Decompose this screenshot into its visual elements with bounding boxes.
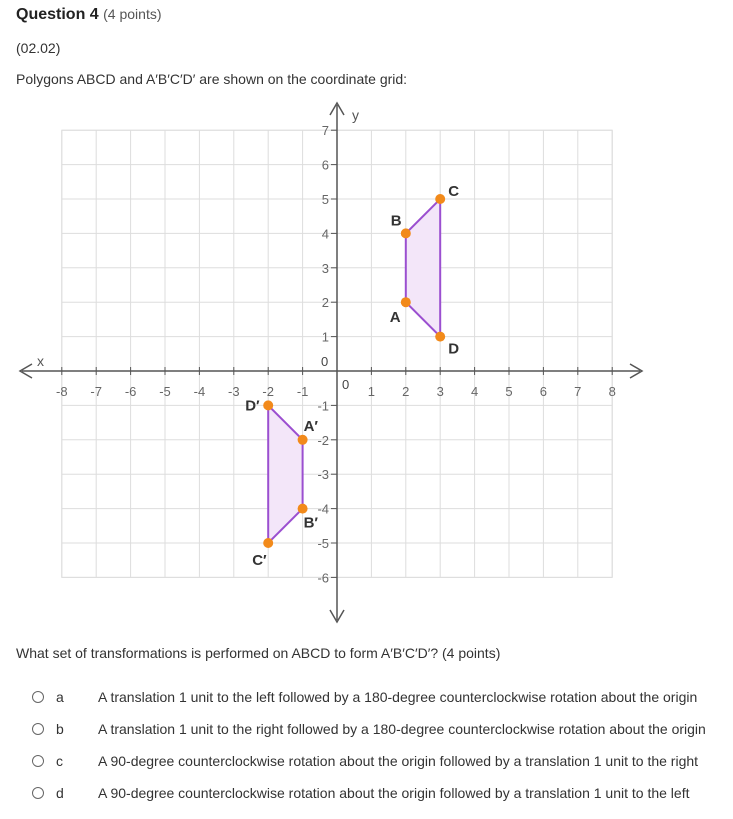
vertex-label: A [389,309,401,327]
option-b-letter: b [56,721,64,737]
vertex-label: C′ [252,552,267,569]
question-code: (02.02) [16,40,61,56]
y-tick-label: 3 [321,260,329,276]
coordinate-grid [0,95,733,625]
vertex-point [401,228,411,238]
option-c[interactable] [32,749,732,773]
x-tick-label: -3 [228,384,240,399]
x-tick-label: 3 [436,384,444,399]
y-tick-label: -3 [317,467,329,483]
question-ask: What set of transformations is performed on ABCD to form A′B′C′D′? (4 points) [16,645,501,661]
vertex-label: D [448,340,460,358]
option-b-text: A translation 1 unit to the right followed by a 180-degree counterclockwise rotation about the origin [98,721,706,737]
vertex-point [401,297,411,307]
x-tick-label: 2 [402,384,410,399]
x-tick-label: 1 [367,384,376,399]
vertex-point [298,504,308,514]
question-header [16,6,162,24]
x-axis-label: x [37,353,44,369]
x-tick-label: -8 [56,384,68,399]
radio-b[interactable] [32,723,44,735]
x-tick-label: -4 [193,384,206,399]
vertex-point [435,194,445,204]
vertex-point [298,435,308,445]
y-tick-label: 7 [321,123,329,139]
radio-a[interactable] [32,691,44,703]
y-tick-label: 2 [321,295,329,311]
radio-d[interactable] [32,787,44,799]
origin-label-left: 0 [321,354,329,369]
y-tick-label: -1 [317,398,329,414]
x-tick-label: 7 [574,384,582,399]
vertex-label: D′ [245,397,260,415]
y-tick-label: 6 [321,157,329,173]
x-tick-label: 6 [539,384,548,399]
question-title: Question 4 [16,6,99,23]
vertex-label: C [448,183,460,200]
y-tick-label: 1 [321,329,329,345]
option-d-text: A 90-degree counterclockwise rotation about the origin followed by a translation 1 unit to the left [98,785,690,801]
y-tick-label: 5 [321,192,329,207]
radio-c[interactable] [32,755,44,767]
y-tick-label: -4 [317,501,329,517]
option-a-text: A translation 1 unit to the left followed by a 180-degree counterclockwise rotation about the origin [98,689,698,705]
y-axis-label: y [352,107,359,123]
vertex-label: A′ [303,417,319,435]
y-tick-label: -5 [317,536,329,551]
vertex-point [263,538,273,548]
option-d-letter: d [56,785,64,801]
option-b[interactable] [32,717,732,741]
y-tick-label: -6 [317,570,329,586]
x-tick-label: -7 [90,384,102,399]
x-tick-label: -6 [124,384,137,399]
y-tick-label: 4 [321,226,329,242]
vertex-label: B′ [303,514,319,532]
option-a[interactable] [32,685,732,709]
option-c-text: A 90-degree counterclockwise rotation about the origin followed by a translation 1 unit to the right [98,753,699,769]
origin-label-bottom: 0 [342,377,350,392]
question-prompt: Polygons ABCD and A′B′C′D′ are shown on the coordinate grid: [16,71,408,87]
x-tick-label: -5 [159,384,171,399]
vertex-point [435,332,445,342]
question-points: (4 points) [103,6,162,22]
vertex-label: B [390,212,402,230]
x-tick-label: 4 [470,384,479,399]
x-tick-label: -1 [296,384,309,399]
x-tick-label: -2 [262,384,274,399]
option-a-letter: a [56,689,64,705]
y-tick-label: -2 [317,432,329,448]
option-c-letter: c [56,753,63,769]
option-d[interactable] [32,781,732,805]
vertex-point [263,400,273,410]
x-tick-label: 8 [608,384,616,399]
x-tick-label: 5 [505,384,513,399]
